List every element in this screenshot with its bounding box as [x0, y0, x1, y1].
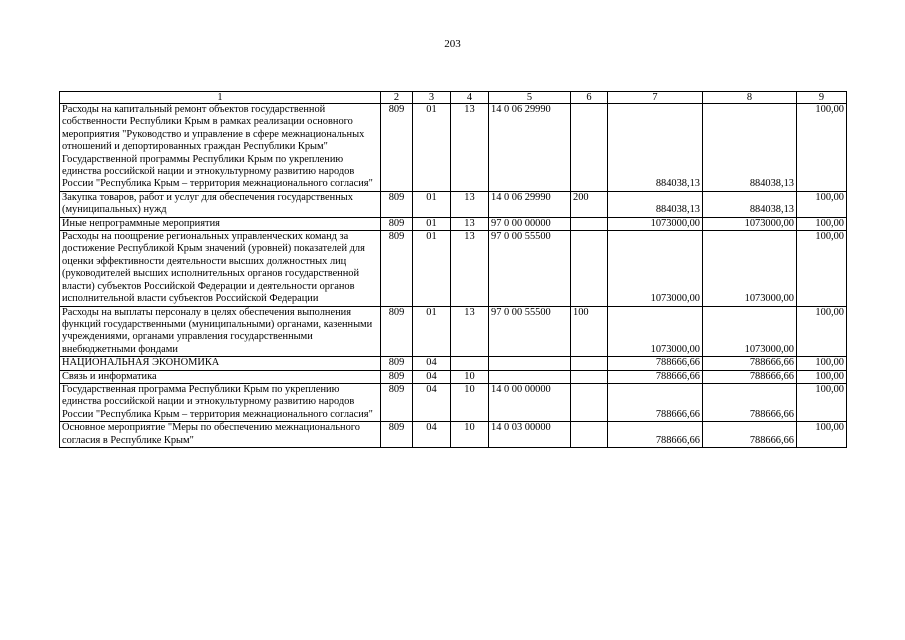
expense-name: Основное мероприятие "Меры по обеспечению межнационального согласия в Республике Крым"	[60, 422, 381, 448]
subsection-code: 13	[451, 306, 489, 357]
section-code: 04	[413, 370, 451, 383]
executed-amount: 1073000,00	[703, 217, 797, 230]
section-code: 04	[413, 422, 451, 448]
executed-amount: 884038,13	[703, 191, 797, 217]
expense-type-code	[571, 357, 608, 370]
planned-amount: 788666,66	[608, 383, 703, 421]
expense-name: Расходы на поощрение региональных управленческих команд за достижение Республикой Крым значений (уровней) показателей для оценки эффективности деятельности высших должностных лиц (руководителей высших исполнительных органов государственной власти) субъектов Российской Федерации и деятельности органов исполнительной власти субъектов Российской Федерации	[60, 231, 381, 306]
planned-amount: 788666,66	[608, 422, 703, 448]
header-cell: 3	[413, 92, 451, 104]
execution-percent: 100,00	[797, 422, 847, 448]
header-cell: 4	[451, 92, 489, 104]
ved-code: 809	[381, 306, 413, 357]
ved-code: 809	[381, 357, 413, 370]
planned-amount: 788666,66	[608, 370, 703, 383]
expense-type-code	[571, 422, 608, 448]
planned-amount: 884038,13	[608, 191, 703, 217]
target-article-code	[489, 357, 571, 370]
execution-percent: 100,00	[797, 104, 847, 192]
section-code: 04	[413, 357, 451, 370]
header-cell: 1	[60, 92, 381, 104]
expense-name: Государственная программа Республики Крым по укреплению единства российской нации и этнокультурному развитию народов России "Республика Крым – территория межнационального согласия"	[60, 383, 381, 421]
ved-code: 809	[381, 231, 413, 306]
target-article-code: 97 0 00 55500	[489, 231, 571, 306]
header-cell: 7	[608, 92, 703, 104]
ved-code: 809	[381, 370, 413, 383]
target-article-code: 14 0 06 29990	[489, 104, 571, 192]
header-cell: 8	[703, 92, 797, 104]
subsection-code: 10	[451, 422, 489, 448]
ved-code: 809	[381, 383, 413, 421]
executed-amount: 788666,66	[703, 370, 797, 383]
expense-name: Связь и информатика	[60, 370, 381, 383]
section-code: 01	[413, 306, 451, 357]
section-code: 01	[413, 191, 451, 217]
target-article-code: 14 0 03 00000	[489, 422, 571, 448]
planned-amount: 1073000,00	[608, 306, 703, 357]
table-row	[60, 306, 847, 357]
expense-type-code	[571, 231, 608, 306]
planned-amount: 1073000,00	[608, 231, 703, 306]
executed-amount: 788666,66	[703, 383, 797, 421]
table-row	[60, 357, 847, 370]
planned-amount: 884038,13	[608, 104, 703, 192]
header-cell: 9	[797, 92, 847, 104]
ved-code: 809	[381, 217, 413, 230]
execution-percent: 100,00	[797, 306, 847, 357]
target-article-code: 14 0 00 00000	[489, 383, 571, 421]
header-cell: 2	[381, 92, 413, 104]
table-row	[60, 370, 847, 383]
ved-code: 809	[381, 422, 413, 448]
expense-name: НАЦИОНАЛЬНАЯ ЭКОНОМИКА	[60, 357, 381, 370]
header-cell: 6	[571, 92, 608, 104]
ved-code: 809	[381, 191, 413, 217]
execution-percent: 100,00	[797, 231, 847, 306]
execution-percent: 100,00	[797, 191, 847, 217]
subsection-code: 13	[451, 191, 489, 217]
section-code: 01	[413, 217, 451, 230]
planned-amount: 1073000,00	[608, 217, 703, 230]
table-row	[60, 217, 847, 230]
executed-amount: 1073000,00	[703, 306, 797, 357]
executed-amount: 1073000,00	[703, 231, 797, 306]
expense-type-code: 200	[571, 191, 608, 217]
table-header-row	[60, 92, 847, 104]
subsection-code: 13	[451, 231, 489, 306]
expense-name: Расходы на капитальный ремонт объектов государственной собственности Республики Крым в рамках реализации основного мероприятия "Руководство и управление в сфере межнациональных отношений и депортированных граждан Республики Крым" Государственной программы Республики Крым по укреплению единства российской нации и этнокультурному развитию народов России "Республика Крым – территория межнационального согласия"	[60, 104, 381, 192]
expense-name: Расходы на выплаты персоналу в целях обеспечения выполнения функций государственными (муниципальными) органами, казенными учреждениями, органами управления государственными внебюджетными фондами	[60, 306, 381, 357]
execution-percent: 100,00	[797, 217, 847, 230]
section-code: 01	[413, 231, 451, 306]
target-article-code: 97 0 00 00000	[489, 217, 571, 230]
execution-percent: 100,00	[797, 370, 847, 383]
page-number: 203	[444, 38, 461, 50]
planned-amount: 788666,66	[608, 357, 703, 370]
expense-type-code	[571, 104, 608, 192]
table-row	[60, 191, 847, 217]
executed-amount: 788666,66	[703, 422, 797, 448]
execution-percent: 100,00	[797, 383, 847, 421]
target-article-code: 97 0 00 55500	[489, 306, 571, 357]
subsection-code	[451, 357, 489, 370]
table-row	[60, 383, 847, 421]
section-code: 01	[413, 104, 451, 192]
table-row	[60, 422, 847, 448]
expense-type-code: 100	[571, 306, 608, 357]
target-article-code	[489, 370, 571, 383]
subsection-code: 13	[451, 104, 489, 192]
table-row	[60, 104, 847, 192]
subsection-code: 13	[451, 217, 489, 230]
expense-type-code	[571, 370, 608, 383]
executed-amount: 884038,13	[703, 104, 797, 192]
target-article-code: 14 0 06 29990	[489, 191, 571, 217]
table-row	[60, 231, 847, 306]
expense-type-code	[571, 217, 608, 230]
expense-type-code	[571, 383, 608, 421]
header-cell: 5	[489, 92, 571, 104]
ved-code: 809	[381, 104, 413, 192]
execution-percent: 100,00	[797, 357, 847, 370]
expense-name: Иные непрограммные мероприятия	[60, 217, 381, 230]
budget-table	[59, 91, 847, 448]
section-code: 04	[413, 383, 451, 421]
expense-name: Закупка товаров, работ и услуг для обеспечения государственных (муниципальных) нужд	[60, 191, 381, 217]
subsection-code: 10	[451, 370, 489, 383]
subsection-code: 10	[451, 383, 489, 421]
executed-amount: 788666,66	[703, 357, 797, 370]
